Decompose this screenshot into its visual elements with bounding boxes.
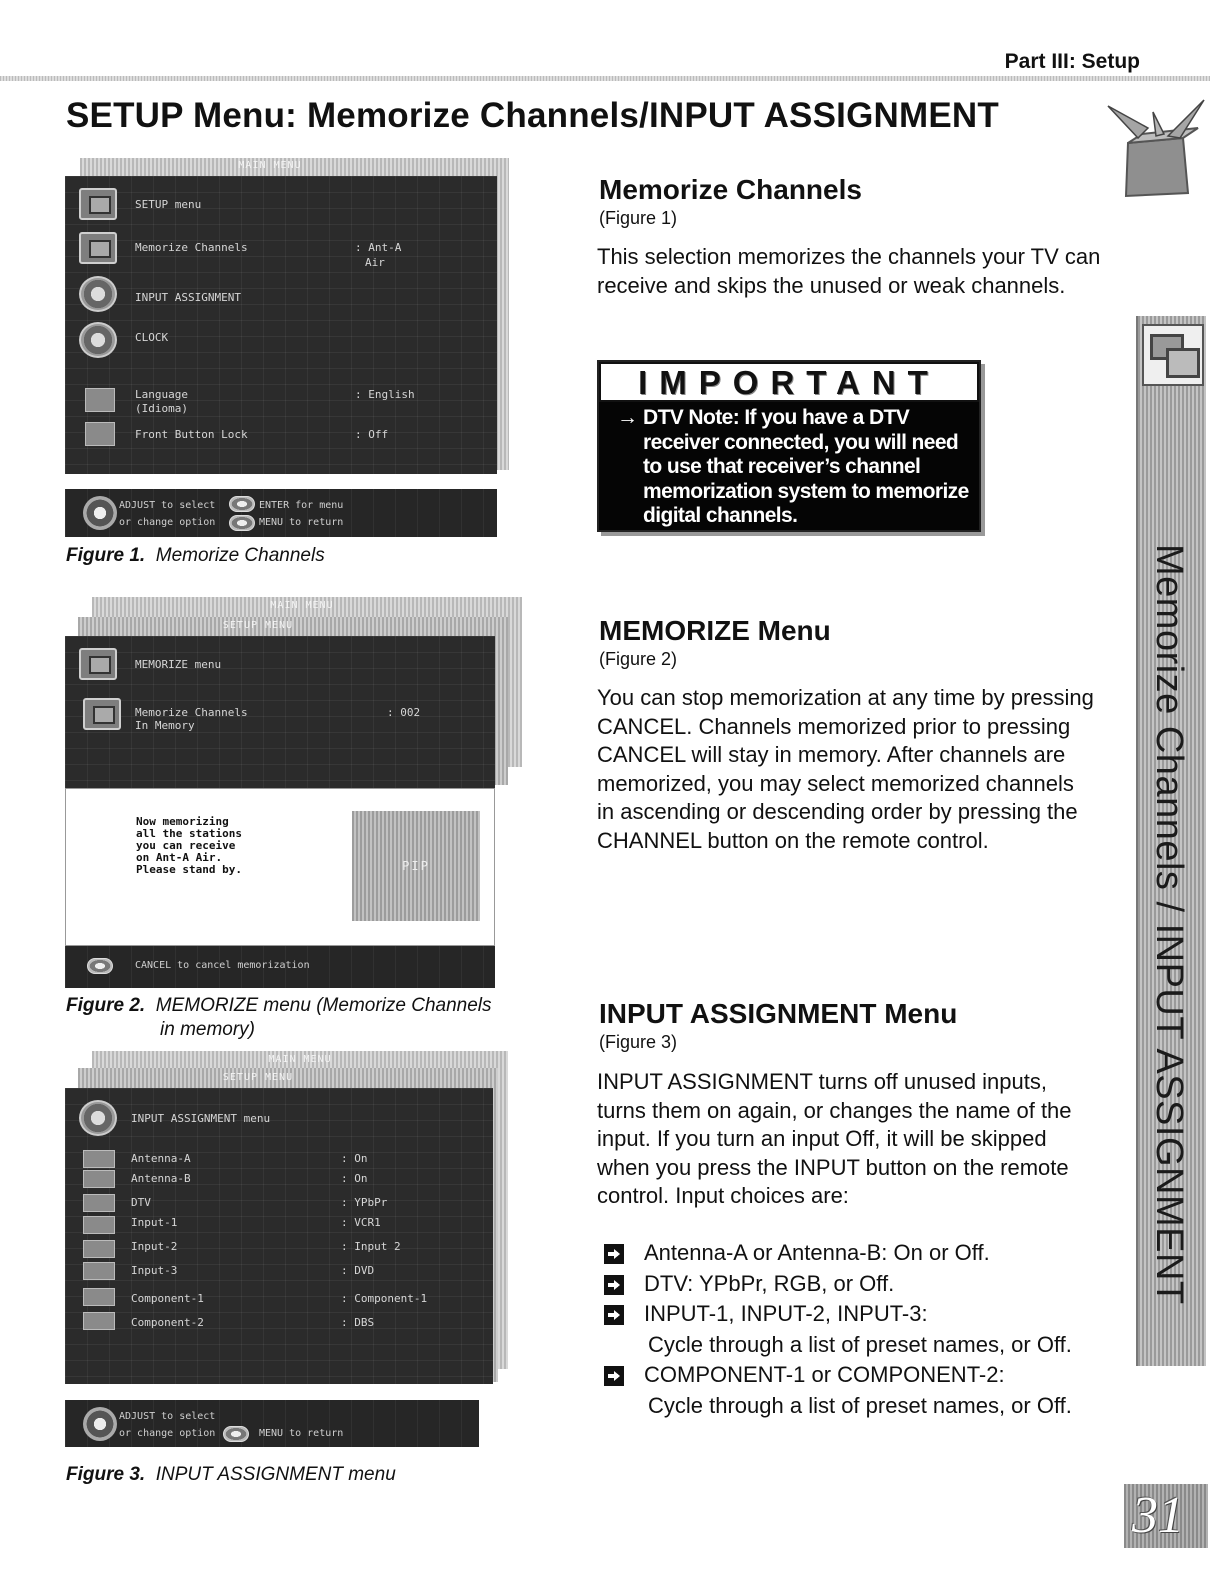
arrow-bullet-icon	[604, 1244, 624, 1264]
menu-row-value: : Off	[355, 428, 389, 441]
cancel-button-icon	[87, 958, 113, 974]
figure-reference: (Figure 2)	[599, 649, 678, 669]
figure-reference: (Figure 1)	[599, 208, 678, 228]
help-text: MENU to return	[259, 1428, 344, 1439]
help-text: or change option	[119, 1428, 216, 1439]
arrow-bullet-icon	[604, 1275, 624, 1295]
figure-caption	[66, 545, 325, 567]
input-assignment-screen	[65, 1088, 493, 1384]
dtv-icon	[83, 1194, 115, 1212]
layer-title: SETUP MENU	[222, 620, 294, 631]
page-title: SETUP Menu: Memorize Channels/INPUT ASSIGNMENT	[66, 96, 999, 135]
input-1-icon	[83, 1216, 115, 1234]
arrow-bullet-icon	[604, 1366, 624, 1386]
menu-row-label: SETUP menu	[135, 198, 202, 211]
menu-row-label[interactable]: Front Button Lock	[135, 428, 248, 441]
menu-row-value: : English	[355, 388, 415, 401]
list-item-text: Antenna-A or Antenna-B: On or Off.	[644, 1240, 990, 1265]
setup-menu-screen	[65, 176, 497, 474]
menu-button-icon	[223, 1426, 249, 1442]
part-header: Part III: Setup	[1004, 50, 1140, 73]
list-item-text: COMPONENT-1 or COMPONENT-2:	[644, 1362, 1005, 1387]
help-bar	[65, 489, 497, 537]
memorizing-panel	[65, 788, 495, 946]
memorizing-message: Now memorizing all the stations you can receive on Ant-A Air. Please stand by.	[136, 815, 242, 876]
menu-row-label[interactable]: INPUT ASSIGNMENT	[135, 291, 241, 304]
help-text: or change option	[119, 517, 216, 528]
input-2-icon	[83, 1240, 115, 1258]
important-note	[597, 360, 981, 532]
menu-header: MEMORIZE menu	[135, 658, 222, 671]
input-assignment-icon	[79, 276, 117, 312]
list-item	[604, 1360, 1124, 1421]
figure-caption	[66, 994, 492, 1042]
menu-row-label[interactable]: Input-2	[131, 1240, 178, 1253]
menu-row-label[interactable]: Memorize Channels	[135, 241, 248, 254]
important-title: IMPORTANT	[599, 362, 979, 402]
important-body	[617, 406, 977, 529]
list-item	[604, 1269, 1124, 1300]
menu-row-label[interactable]: Component-1	[131, 1292, 204, 1305]
list-item-text: Cycle through a list of preset names, or Off.	[648, 1392, 1072, 1418]
menu-row-value: Air	[365, 256, 385, 269]
menu-row-value: : 002	[387, 706, 421, 719]
menu-row-label: Memorize Channels	[135, 706, 248, 719]
caption-text: MEMORIZE menu (Memorize Channels	[155, 995, 492, 1016]
component-2-icon	[83, 1312, 115, 1330]
header-rule	[0, 76, 1210, 81]
antenna-a-icon	[83, 1150, 115, 1168]
input-assignment-heading: INPUT ASSIGNMENT Menu	[599, 998, 958, 1029]
side-tab	[1136, 316, 1206, 1366]
memorize-channels-icon	[1142, 324, 1204, 386]
memory-icon	[83, 698, 121, 730]
help-text: CANCEL to cancel memorization	[135, 960, 310, 971]
menu-row-label: (Idioma)	[135, 402, 188, 415]
component-1-icon	[83, 1288, 115, 1306]
menu-row-value: : On	[341, 1172, 368, 1185]
memorize-menu-screen	[65, 636, 495, 788]
language-icon	[85, 388, 115, 412]
pip-label: PIP	[402, 859, 430, 873]
list-item	[604, 1238, 1124, 1269]
help-bar	[65, 946, 495, 988]
layer-title: MAIN MENU	[268, 1054, 332, 1065]
input-3-icon	[83, 1262, 115, 1280]
list-item-text: Cycle through a list of preset names, or Off.	[648, 1331, 1072, 1357]
memorize-channels-heading: Memorize Channels	[599, 174, 862, 205]
help-bar	[65, 1400, 479, 1447]
menu-row-label: In Memory	[135, 719, 195, 732]
caption-label: Figure 3.	[66, 1464, 146, 1485]
enter-button-icon	[229, 496, 255, 512]
input-assignment-icon	[79, 1100, 117, 1136]
list-item-text: DTV: YPbPr, RGB, or Off.	[644, 1270, 895, 1296]
memorize-channels-icon	[79, 232, 117, 264]
menu-row-value: : Input 2	[341, 1240, 401, 1253]
pip-window	[352, 811, 480, 921]
mascot-box-icon	[1098, 98, 1208, 198]
layer-title: MAIN MENU	[238, 160, 302, 171]
important-text: DTV Note: If you have a DTV receiver connected, you will need to use that receiver’s channel memorization system to memorize digital channels.	[643, 406, 969, 527]
menu-header: INPUT ASSIGNMENT menu	[131, 1112, 271, 1125]
memorize-menu-heading: MEMORIZE Menu	[599, 615, 831, 646]
layer-title: SETUP MENU	[222, 1072, 294, 1083]
caption-text: INPUT ASSIGNMENT menu	[155, 1464, 396, 1485]
list-item	[604, 1299, 1124, 1360]
arrow-bullet-icon	[604, 1305, 624, 1325]
adjust-pad-icon	[83, 496, 117, 530]
memorize-menu-body: You can stop memorization at any time by pressing CANCEL. Channels memorized prior to pressing CANCEL will stay in memory. After channels are memorized, you may select memorized channels in ascending or descending order by pressing the CHANNEL button on the remote control.	[597, 685, 1094, 853]
menu-row-label[interactable]: Input-1	[131, 1216, 178, 1229]
side-tab-label: Memorize Channels / INPUT ASSIGNMENT	[1148, 544, 1190, 1305]
caption-label: Figure 1.	[66, 545, 146, 566]
menu-row-value: : On	[341, 1152, 368, 1165]
menu-row-label[interactable]: Input-3	[131, 1264, 178, 1277]
adjust-pad-icon	[83, 1407, 117, 1441]
menu-row-label[interactable]: CLOCK	[135, 331, 169, 344]
input-choices-list	[604, 1238, 1124, 1421]
menu-row-value: : Ant-A	[355, 241, 402, 254]
menu-row-label[interactable]: DTV	[131, 1196, 151, 1209]
menu-row-value: : DBS	[341, 1316, 375, 1329]
menu-row-value: : Component-1	[341, 1292, 428, 1305]
antenna-b-icon	[83, 1170, 115, 1188]
menu-button-icon	[229, 515, 255, 531]
front-button-lock-icon	[85, 422, 115, 446]
help-text: MENU to return	[259, 517, 344, 528]
figure-reference: (Figure 3)	[599, 1032, 678, 1052]
caption-text: Memorize Channels	[155, 545, 325, 566]
menu-row-value: : VCR1	[341, 1216, 381, 1229]
arrow-icon: →	[617, 406, 638, 429]
input-assignment-body: INPUT ASSIGNMENT turns off unused inputs, turns them on again, or changes the name of the input. If you turn an input Off, it will be skipped when you press the INPUT button on the remote control. Input choices are:	[597, 1069, 1072, 1209]
figure-caption	[66, 1464, 396, 1486]
help-text: ADJUST to select	[119, 500, 216, 511]
setup-menu-icon	[79, 188, 117, 220]
caption-text: in memory)	[160, 1019, 256, 1040]
page-number: 31	[1124, 1484, 1208, 1548]
help-text: ENTER for menu	[259, 500, 344, 511]
menu-row-label[interactable]: Antenna-B	[131, 1172, 191, 1185]
list-item-text: INPUT-1, INPUT-2, INPUT-3:	[644, 1301, 928, 1326]
clock-icon	[79, 322, 117, 358]
menu-row-label[interactable]: Component-2	[131, 1316, 204, 1329]
menu-row-value: : YPbPr	[341, 1196, 388, 1209]
memorize-channels-body: This selection memorizes the channels your TV can receive and skips the unused or weak channels.	[597, 244, 1101, 298]
help-text: ADJUST to select	[119, 1411, 216, 1422]
menu-row-label[interactable]: Antenna-A	[131, 1152, 191, 1165]
menu-row-value: : DVD	[341, 1264, 375, 1277]
caption-label: Figure 2.	[66, 995, 146, 1016]
layer-title: MAIN MENU	[270, 600, 334, 611]
memorize-channels-icon	[79, 648, 117, 680]
menu-row-label[interactable]: Language	[135, 388, 188, 401]
